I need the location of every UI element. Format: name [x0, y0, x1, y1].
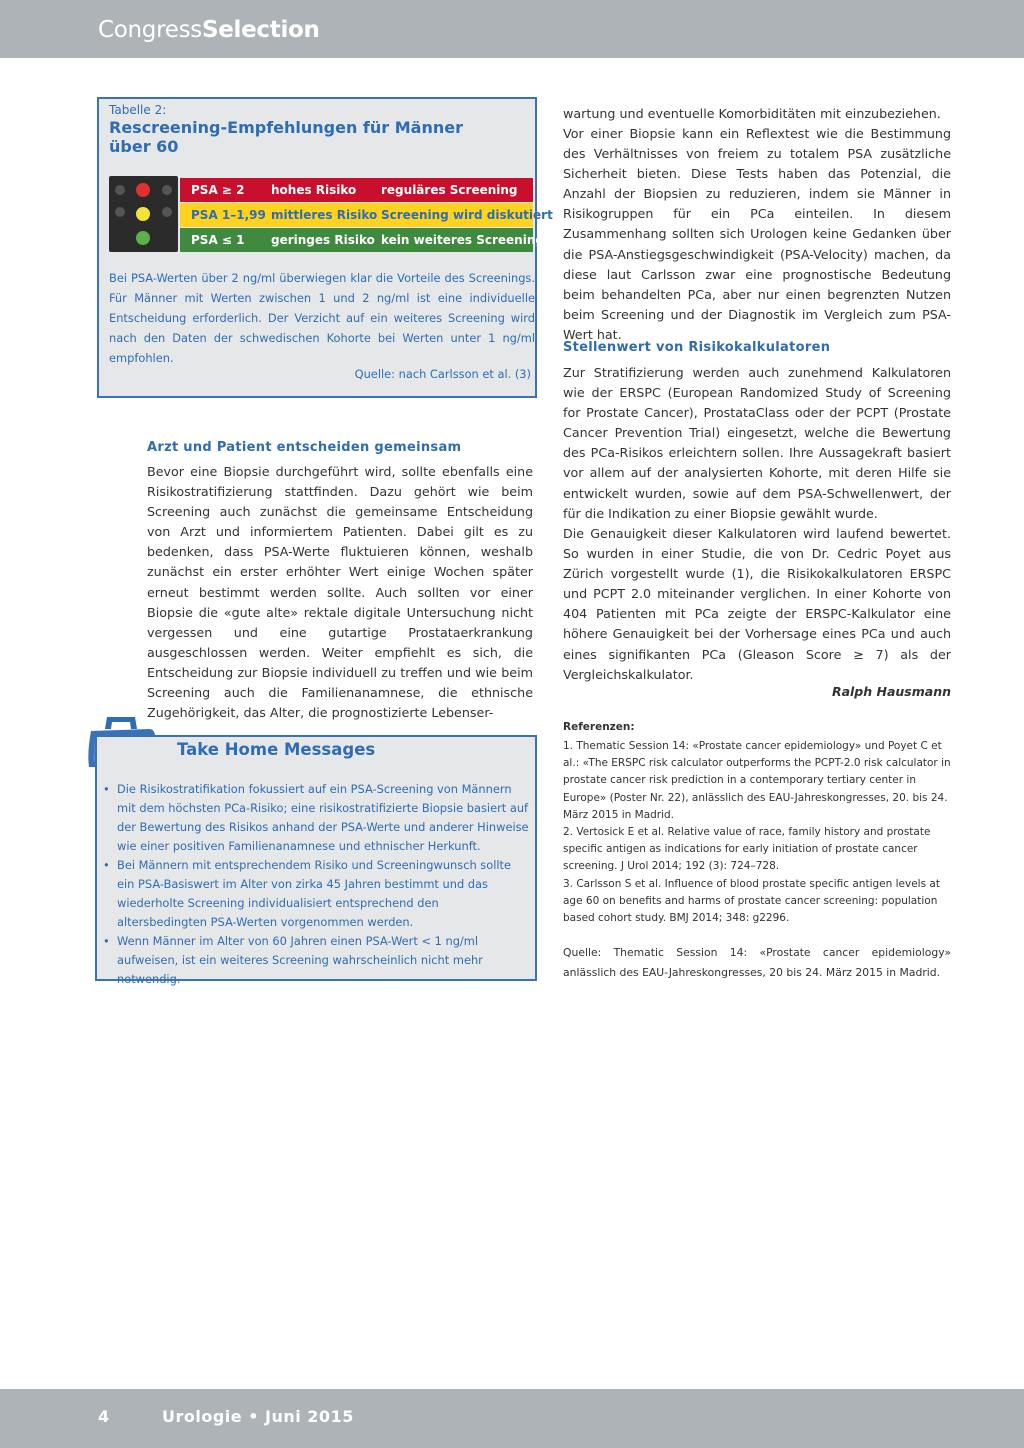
list-item: • Die Risikostratifikation fokussiert auf ein PSA-Screening von Männern mit dem höchsten PCa-Risiko; eine risikostratifizierte Biopsie basiert auf der Bewertung des Risikos anhand der PSA-Werte und anderer Hinweise wie einer positiven Familienanamnese und ethnischer Herkunft.	[103, 780, 529, 856]
section-heading-arzt: Arzt und Patient entscheiden gemeinsam	[147, 440, 462, 455]
risk-level: geringes Risiko	[271, 233, 375, 247]
section-heading-kalkulatoren: Stellenwert von Risikokalkulatoren	[563, 340, 831, 355]
table-title: Rescreening-Empfehlungen für Männer über 60	[109, 118, 463, 156]
table-box	[97, 97, 553, 398]
reference-item: 1. Thematic Session 14: «Prostate cancer epidemiology» und Poyet C et al.: «The ERSPC risk calculator outperforms the PCPT-2.0 risk calculator in prostate cancer risk prediction in a contemporary tertiary center in Europe» (Poster Nr. 22), anlässlich des EAU-Jahreskongresses, 20. bis 24. März 2015 in Madrid.	[563, 740, 951, 821]
table-source: Quelle: nach Carlsson et al. (3)	[354, 367, 531, 381]
psa-value: PSA ≤ 1	[191, 233, 245, 247]
psa-value: PSA 1–1,99	[191, 208, 266, 222]
brand-light: Congress	[98, 17, 202, 43]
footer-bar	[0, 1389, 1024, 1448]
recommendation: kein weiteres Screening	[381, 233, 544, 247]
reference-item: 2. Vertosick E et al. Relative value of race, family history and prostate specific antigen as indications for early initiation of prostate cancer screening. J Urol 2014; 192 (3): 724–728.	[563, 826, 931, 873]
table-note: Bei PSA-Werten über 2 ng/ml überwiegen klar die Vorteile des Screenings. Für Männer mit Werten zwischen 1 und 2 ng/ml ist eine individuelle Entscheidung erforderlich. Der Verzicht auf ein weiteres Screening wird nach den Daten der schwedischen Kohorte bei Werten unter 1 ng/ml empfohlen.	[109, 271, 535, 365]
recommendation: reguläres Screening	[381, 183, 518, 197]
take-home-list	[103, 780, 529, 989]
table-label: Tabelle 2:	[109, 103, 167, 117]
author-name: Ralph Hausmann	[831, 684, 951, 699]
body-text-right-4: Die Genauigkeit dieser Kalkulatoren wird laufend bewertet. So wurden in einer Studie, die von Dr. Cedric Poyet aus Zürich vorgestellt wurde (1), die Risikokalkulatoren ERSPC und PCPT 2.0 miteinander verglichen. In einer Kohorte von 404 Patienten mit PCa zeigte der ERSPC-Kalkulator eine höhere Genauigkeit bei der Vorhersage eines PCa und auch eines signifikanten PCa (Gleason Score ≥ 7) als der Vergleichskalkulator.	[563, 526, 951, 682]
take-home-box	[95, 735, 537, 986]
body-text-left: Bevor eine Biopsie durchgeführt wird, sollte ebenfalls eine Risikostratifizierung stattfinden. Dazu gehört wie beim Screening auch zunächst die gemeinsame Entscheidung von Arzt und informiertem Patienten. Dabei gilt es zu bedenken, dass PSA-Werte fluktuieren können, weshalb zunächst ein erster erhöhter Wert einige Wochen später erneut bestimmt werden sollte. Auch sollten vor einer Biopsie die «gute alte» rektale digitale Untersuchung nicht vergessen und eine gutartige Prostataerkrankung ausgeschlossen werden. Weiter empfiehlt es sich, die Entscheidung zur Biopsie individuell zu treffen und wie beim Screening auch die Familienanamnese, die ethnische Zugehörigkeit, das Alter, die prognostizierte Lebenser-	[147, 464, 533, 721]
brand-bold: Selection	[201, 17, 320, 43]
table-row-high	[180, 178, 533, 202]
brand-logo	[98, 17, 320, 43]
page-number: 4	[98, 1407, 110, 1426]
body-text-right-1: wartung und eventuelle Komorbiditäten mit einzubeziehen.	[563, 106, 941, 121]
list-item: • Bei Männern mit entsprechendem Risiko und Screeningwunsch sollte ein PSA-Basiswert im Alter von zirka 45 Jahren bestimmt und das wiederholte Screening individualisiert entsprechend den altersbedingten PSA-Werten vorgenommen werden.	[103, 856, 529, 932]
header-bar	[0, 0, 1024, 58]
list-item: • Wenn Männer im Alter von 60 Jahren einen PSA-Wert < 1 ng/ml aufweisen, ist ein weiteres Screening wahrscheinlich nicht mehr notwendig.	[103, 932, 529, 989]
references-heading: Referenzen:	[563, 721, 635, 733]
risk-level: hohes Risiko	[271, 183, 357, 197]
references-list	[563, 738, 951, 927]
table-row-medium	[180, 203, 553, 227]
risk-level: mittleres Risiko	[271, 208, 378, 222]
take-home-title: Take Home Messages	[177, 740, 376, 759]
body-text-right-2: Vor einer Biopsie kann ein Reflextest wie die Bestimmung des Verhältnisses von freiem zu totalem PSA zusätzliche Sicherheit bieten. Diese Tests haben das Potenzial, die Anzahl der Biopsien zu reduzieren, indem sie Männer in Risikogruppen für ein PCa einteilen. In diesem Zusammenhang sollten sich Urologen keine Gedanken über die PSA-Anstiegsgeschwindigkeit (PSA-Velocity) machen, da diese laut Carlsson zwar eine prognostische Bedeutung beim behandelten PCa, aber nur einen begrenzten Nutzen beim Screening und der Diagnostik im Vergleich zum PSA-Wert hat.	[563, 126, 951, 342]
reference-item: 3. Carlsson S et al. Influence of blood prostate specific antigen levels at age 60 on benefits and harms of prostate cancer screening: population based cohort study. BMJ 2014; 348: g2296.	[563, 877, 940, 925]
issue-label: Urologie • Juni 2015	[162, 1407, 354, 1426]
body-text-right-3: Zur Stratifizierung werden auch zunehmend Kalkulatoren wie der ERSPC (European Randomized Study of Screening for Prostate Cancer), ProstataClass oder der PCPT (Prostate Cancer Prevention Trial) eingesetzt, welche die Bewertung des PCa-Risikos erleichtern sollen. Ihre Aussagekraft basiert vor allem auf der analysierten Kohorte, mit deren Hilfe sie entwickelt wurden, sowie auf dem PSA-Schwellenwert, der für die Indikation zu einer Biopsie gewählt wurde.	[563, 365, 951, 521]
references-source: Quelle: Thematic Session 14: «Prostate cancer epidemiology» anlässlich des EAU-Jahreskongresses, 20 bis 24. März 2015 in Madrid.	[563, 946, 951, 979]
table-row-low	[180, 228, 544, 252]
traffic-light-icon	[109, 176, 178, 252]
psa-value: PSA ≥ 2	[191, 183, 245, 197]
recommendation: Screening wird diskutiert	[381, 208, 553, 222]
